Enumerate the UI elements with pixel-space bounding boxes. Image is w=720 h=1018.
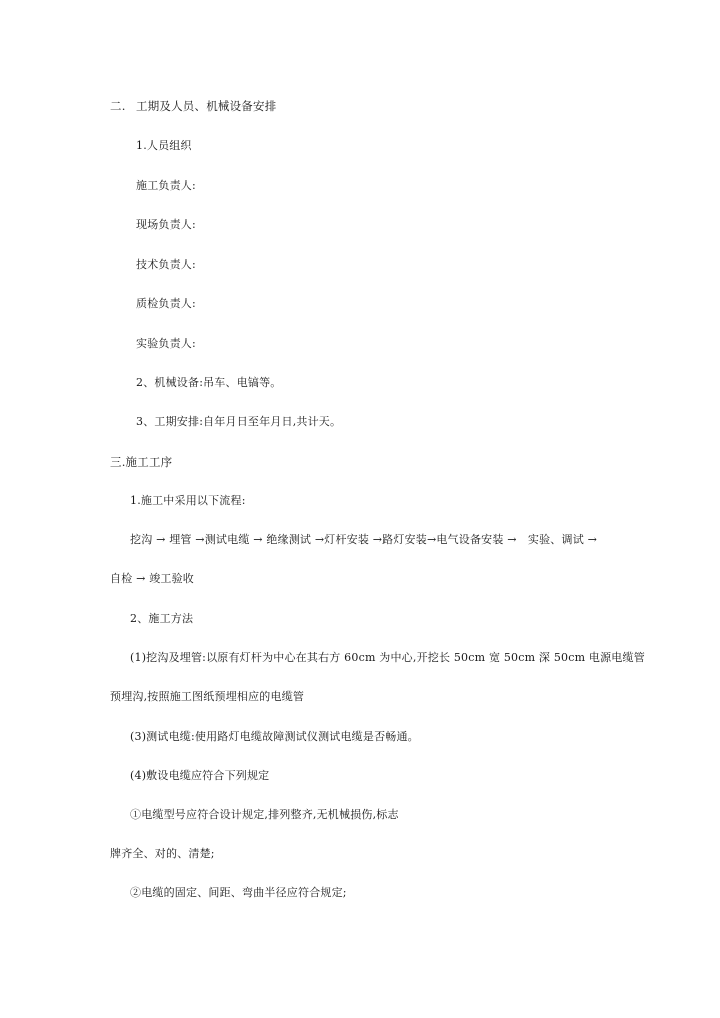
section2-item1-title: 1.人员组织: [136, 139, 192, 152]
role-site-lead: 现场负责人:: [136, 218, 196, 231]
section3-title: 三.施工工序: [110, 455, 173, 469]
rule2: ②电缆的固定、间距、弯曲半径应符合规定;: [130, 886, 347, 899]
process-flow-line1: 挖沟 → 埋管 →测试电缆 → 绝缘测试 →灯杆安装 →路灯安装→电气设备安装 → 实验、调试 →: [130, 533, 598, 546]
method3: (3)测试电缆:使用路灯电缆故障测试仪测试电缆是否畅通。: [130, 730, 419, 743]
process-flow-line2: 自检 → 竣工验收: [110, 572, 195, 585]
section2-number: 二.: [110, 99, 126, 113]
rule1-line1: ①电缆型号应符合设计规定,排列整齐,无机械损伤,标志: [130, 808, 399, 821]
section2-item2: 2、机械设备:吊车、电镐等。: [136, 376, 282, 389]
role-quality-lead: 质检负责人:: [136, 297, 196, 310]
role-technical-lead: 技术负责人:: [136, 258, 196, 271]
method1-line2: 预埋沟,按照施工图纸预埋相应的电缆管: [110, 690, 305, 703]
role-test-lead: 实验负责人:: [136, 337, 196, 350]
section3-item2-title: 2、施工方法: [130, 612, 194, 625]
section2-title: 工期及人员、机械设备安排: [136, 99, 277, 113]
section3-item1-title: 1.施工中采用以下流程:: [130, 494, 246, 507]
method4: (4)敷设电缆应符合下列规定: [130, 769, 270, 782]
method1-line1: (1)挖沟及埋管:以原有灯杆为中心在其右方 60cm 为中心,开挖长 50cm 宽 50cm 深 50cm 电源电缆管: [130, 651, 645, 664]
rule1-line2: 牌齐全、对的、清楚;: [110, 847, 215, 860]
section2-item3: 3、工期安排:自年月日至年月日,共计天。: [136, 415, 342, 428]
role-construction-lead: 施工负责人:: [136, 179, 196, 192]
